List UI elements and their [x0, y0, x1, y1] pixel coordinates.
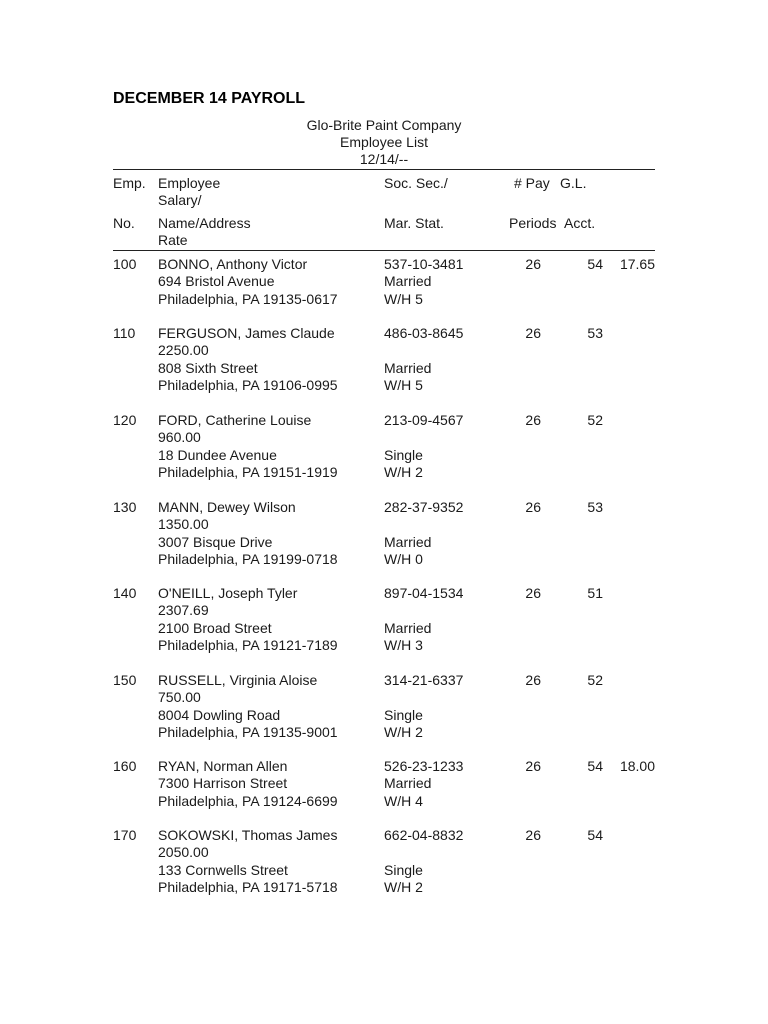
employee-city: Philadelphia, PA 19199-0718 — [158, 550, 338, 567]
company-name: Glo-Brite Paint Company — [306, 117, 462, 133]
employee-number: 150 — [113, 672, 137, 688]
employee-city: Philadelphia, PA 19135-0617 — [158, 290, 338, 307]
column-header-no: No. — [113, 215, 135, 231]
marital-status: Married — [384, 359, 432, 376]
employee-salary: 2250.00 — [158, 342, 209, 359]
header-top-rule — [113, 169, 655, 170]
withholding-allowances: W/H 3 — [384, 636, 423, 653]
pay-periods: 26 — [525, 256, 541, 272]
employee-salary: 1350.00 — [158, 516, 209, 533]
column-header-pay: # Pay — [514, 175, 550, 191]
employee-number: 110 — [113, 325, 136, 341]
column-header-gl: G.L. — [560, 175, 587, 191]
employee-city: Philadelphia, PA 19135-9001 — [158, 723, 338, 740]
header-bottom-rule — [113, 250, 655, 251]
gl-account: 53 — [587, 325, 603, 341]
employee-street: 3007 Bisque Drive — [158, 533, 273, 550]
marital-status: Single — [384, 861, 423, 878]
employee-number: 120 — [113, 412, 137, 428]
withholding-allowances: W/H 2 — [384, 463, 423, 480]
employee-ssn: 897-04-1534 — [384, 585, 464, 601]
marital-status: Single — [384, 446, 423, 463]
employee-city: Philadelphia, PA 19121-7189 — [158, 636, 338, 653]
gl-account: 54 — [587, 256, 603, 272]
withholding-allowances: W/H 2 — [384, 723, 423, 740]
column-header-periods: Periods — [509, 215, 557, 231]
gl-account: 52 — [587, 672, 603, 688]
withholding-allowances: W/H 5 — [384, 376, 423, 393]
employee-name: RUSSELL, Virginia Aloise — [158, 672, 318, 688]
employee-salary: 2307.69 — [158, 602, 209, 619]
employee-number: 170 — [113, 827, 137, 843]
hourly-rate: 18.00 — [619, 758, 655, 774]
column-header-soc-sec: Soc. Sec./ — [384, 175, 448, 191]
employee-street: 133 Cornwells Street — [158, 861, 288, 878]
employee-number: 130 — [113, 499, 137, 515]
employee-name: MANN, Dewey Wilson — [158, 499, 296, 515]
gl-account: 52 — [587, 412, 603, 428]
employee-ssn: 314-21-6337 — [384, 672, 464, 688]
pay-periods: 26 — [525, 758, 541, 774]
withholding-allowances: W/H 4 — [384, 792, 423, 809]
marital-status: Single — [384, 706, 423, 723]
marital-status: Married — [384, 273, 432, 290]
report-name: Employee List — [340, 134, 428, 150]
employee-name: FERGUSON, James Claude — [158, 325, 335, 341]
pay-periods: 26 — [525, 412, 541, 428]
employee-ssn: 537-10-3481 — [384, 256, 464, 272]
pay-periods: 26 — [525, 499, 541, 515]
employee-street: 18 Dundee Avenue — [158, 446, 277, 463]
employee-name: BONNO, Anthony Victor — [158, 256, 308, 272]
employee-name: SOKOWSKI, Thomas James — [158, 827, 338, 843]
employee-number: 160 — [113, 758, 137, 774]
employee-name: RYAN, Norman Allen — [158, 758, 288, 774]
gl-account: 53 — [587, 499, 603, 515]
column-header-employee: Employee — [158, 175, 221, 191]
hourly-rate: 17.65 — [619, 256, 655, 272]
employee-salary: 2050.00 — [158, 844, 209, 861]
column-header-acct: Acct. — [564, 215, 596, 231]
pay-periods: 26 — [525, 672, 541, 688]
marital-status: Married — [384, 619, 432, 636]
employee-ssn: 526-23-1233 — [384, 758, 464, 774]
employee-number: 140 — [113, 585, 137, 601]
column-header-salary: Salary/ — [158, 192, 202, 208]
employee-city: Philadelphia, PA 19106-0995 — [158, 376, 338, 393]
employee-ssn: 662-04-8832 — [384, 827, 464, 843]
employee-city: Philadelphia, PA 19171-5718 — [158, 878, 338, 895]
marital-status: Married — [384, 533, 432, 550]
employee-salary: 750.00 — [158, 689, 201, 706]
column-header-name-address: Name/Address — [158, 215, 251, 231]
employee-number: 100 — [113, 256, 137, 272]
column-header-rate: Rate — [158, 232, 188, 248]
employee-name: FORD, Catherine Louise — [158, 412, 312, 428]
withholding-allowances: W/H 2 — [384, 878, 423, 895]
gl-account: 54 — [587, 827, 603, 843]
employee-street: 2100 Broad Street — [158, 619, 272, 636]
employee-street: 808 Sixth Street — [158, 359, 258, 376]
employee-salary: 960.00 — [158, 429, 201, 446]
employee-name: O'NEILL, Joseph Tyler — [158, 585, 298, 601]
employee-street: 694 Bristol Avenue — [158, 273, 275, 290]
employee-street: 7300 Harrison Street — [158, 775, 288, 792]
gl-account: 51 — [587, 585, 603, 601]
employee-ssn: 282-37-9352 — [384, 499, 464, 515]
withholding-allowances: W/H 5 — [384, 290, 423, 307]
pay-periods: 26 — [525, 585, 541, 601]
pay-periods: 26 — [525, 325, 541, 341]
withholding-allowances: W/H 0 — [384, 550, 423, 567]
column-header-emp: Emp. — [113, 175, 146, 191]
report-date: 12/14/-- — [359, 151, 409, 167]
report-title: DECEMBER 14 PAYROLL — [113, 90, 306, 107]
employee-city: Philadelphia, PA 19124-6699 — [158, 792, 338, 809]
marital-status: Married — [384, 775, 432, 792]
employee-ssn: 213-09-4567 — [384, 412, 464, 428]
employee-city: Philadelphia, PA 19151-1919 — [158, 463, 338, 480]
column-header-mar-stat: Mar. Stat. — [384, 215, 444, 231]
gl-account: 54 — [587, 758, 603, 774]
employee-street: 8004 Dowling Road — [158, 706, 281, 723]
employee-ssn: 486-03-8645 — [384, 325, 464, 341]
pay-periods: 26 — [525, 827, 541, 843]
